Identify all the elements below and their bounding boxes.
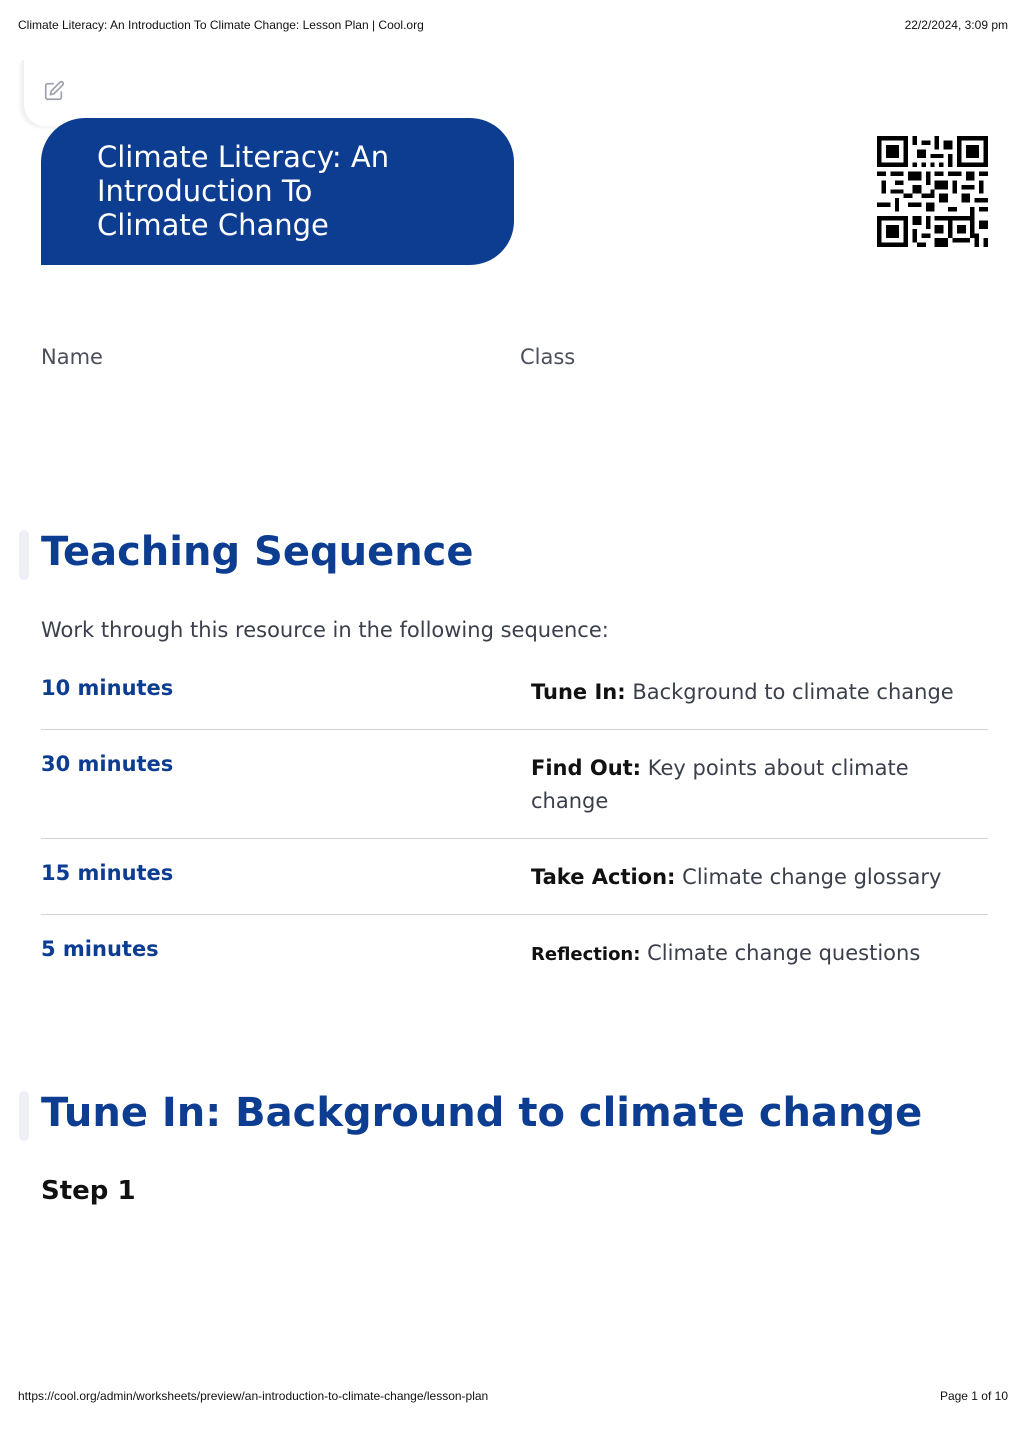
sequence-activity: Tune In: Background to climate change — [531, 680, 954, 704]
teaching-sequence-heading: Teaching Sequence — [41, 529, 474, 575]
sequence-time: 15 minutes — [41, 861, 174, 885]
sequence-activity: Take Action: Climate change glossary — [531, 865, 942, 889]
print-footer-page: Page 1 of 10 — [939, 1389, 1008, 1403]
section-accent-bar — [19, 1091, 29, 1141]
print-footer — [18, 1389, 1008, 1403]
sequence-time: 5 minutes — [41, 937, 159, 961]
sequence-activity: Find Out: Key points about climate change — [531, 756, 909, 813]
edit-button[interactable] — [22, 60, 82, 126]
print-footer-url: https://cool.org/admin/worksheets/preview/an-introduction-to-climate-change/lesson-plan — [18, 1389, 489, 1403]
table-row — [41, 915, 988, 991]
print-header — [18, 18, 1008, 32]
table-row — [41, 839, 988, 915]
sequence-activity: Reflection: Climate change questions — [531, 941, 921, 965]
qr-code-icon — [877, 136, 988, 247]
table-row — [41, 666, 988, 730]
print-header-datetime: 22/2/2024, 3:09 pm — [904, 18, 1008, 32]
sequence-table — [41, 666, 988, 991]
worksheet-title: Climate Literacy: An Introduction To Climate Change — [97, 140, 390, 242]
name-field-label: Name — [41, 345, 103, 369]
tune-in-heading: Tune In: Background to climate change — [41, 1090, 923, 1136]
step-label: Step 1 — [41, 1176, 136, 1206]
edit-icon — [43, 80, 65, 102]
sequence-time: 30 minutes — [41, 752, 174, 776]
section-accent-bar — [19, 530, 29, 580]
print-header-title: Climate Literacy: An Introduction To Climate Change: Lesson Plan | Cool.org — [18, 18, 424, 32]
table-row — [41, 730, 988, 839]
title-banner — [41, 118, 514, 265]
class-field-label: Class — [520, 345, 576, 369]
sequence-intro: Work through this resource in the following sequence: — [41, 618, 609, 642]
sequence-time: 10 minutes — [41, 676, 174, 700]
